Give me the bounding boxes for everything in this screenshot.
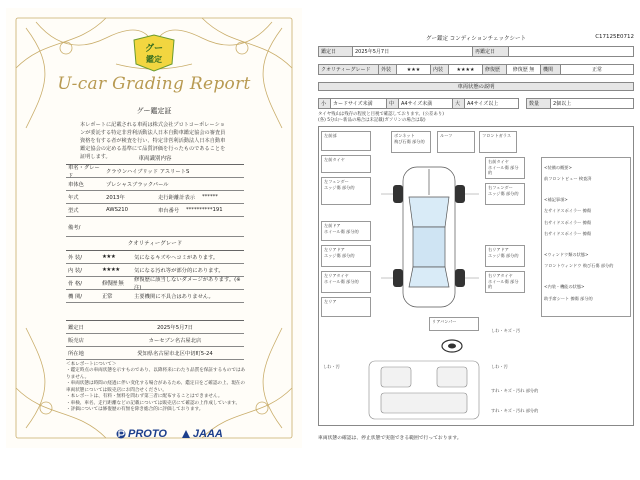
condition-section-title: 車両状態の説明 xyxy=(318,82,634,91)
info-row xyxy=(66,347,244,360)
damage-box-right-rear-door: 右リアドア エッジ傷 部分的 xyxy=(485,245,525,267)
grade-key: 骨 格/ xyxy=(68,281,83,287)
car-top-view xyxy=(375,157,483,317)
engine-value: 正常 xyxy=(561,65,634,75)
row-value: AWS210 xyxy=(106,207,129,213)
redate-label: 再鑑定日 xyxy=(473,47,509,57)
sheet-header xyxy=(318,34,634,44)
quality-label: クオリティーグレード xyxy=(319,65,379,75)
size-large-label: 大 xyxy=(453,99,465,109)
redate-value xyxy=(509,47,634,57)
legend-line xyxy=(544,242,628,246)
repair-value: 修復歴 無 xyxy=(507,65,541,75)
count-value: 2個以上 xyxy=(551,99,634,109)
grade-desc: 修復歴に該当しないダメージがあります。(※注) xyxy=(134,277,241,291)
damage-box-left-front-tire: 左前タイヤ xyxy=(321,155,371,173)
legend-line xyxy=(544,187,628,191)
size-small-desc: カードサイズ未満 xyxy=(331,99,387,109)
proto-mark-icon xyxy=(116,429,126,439)
date-table xyxy=(318,46,634,57)
sheet-id: C17125E0712 xyxy=(595,34,634,40)
damage-box-left-rear: 左リア xyxy=(321,297,371,317)
grade-stars: 修復歴 無 xyxy=(102,281,124,287)
count-label: 数量 xyxy=(527,99,551,109)
interior-label-left: しわ・汚 xyxy=(321,363,355,375)
row-key: 車体色 xyxy=(68,182,84,188)
date-label: 鑑定日 xyxy=(319,47,353,57)
row-value2: ****** xyxy=(202,194,218,200)
grade-desc: 気になるキズやヘコミがあります。 xyxy=(134,255,219,261)
interior-label-right-mid: しわ・汚 xyxy=(489,363,533,375)
jaaa-logo-text: JAAA xyxy=(192,428,223,440)
row-value: 2013年 xyxy=(106,195,125,201)
legend-line: 左サイドスポイラー 擦傷 xyxy=(544,208,592,214)
note-line: ・車検、車名、走行距離などの記載については販売店にて確認の上作成しています。 xyxy=(66,400,241,406)
info-key: 販売店 xyxy=(68,338,84,344)
engine-label: 機関 xyxy=(541,65,561,75)
info-value: 愛知県名古屋市北区中切町5-24 xyxy=(137,351,213,357)
size-medium-label: 中 xyxy=(387,99,399,109)
row-value: プレシャスブラックパール xyxy=(106,182,169,188)
grade-key: 外 装/ xyxy=(68,255,83,261)
damage-box-left-rear-tire: 左リアタイヤ ホイール傷 部分的 xyxy=(321,271,371,293)
grade-stars: ★★★ xyxy=(102,254,116,260)
row-key: 備考/ xyxy=(68,224,81,231)
legend-line: 前フロントビュー 検査済 xyxy=(544,176,592,182)
row-value2: **********191 xyxy=(186,207,223,213)
note-line: ＜本レポートについて＞ xyxy=(66,362,117,367)
vehicle-info-table xyxy=(66,164,244,237)
certificate-notes xyxy=(66,362,246,413)
vehicle-row xyxy=(66,204,244,217)
info-value: 2025年5月7日 xyxy=(156,325,194,331)
damage-box-left-fender: 左フェンダー エッジ傷 部分的 xyxy=(321,177,371,205)
legend-line: <ウィンドウ類の状態> xyxy=(544,252,589,258)
legend-line: 助手席シート 擦傷 部分的 xyxy=(544,295,593,301)
row-key2: 車台番号 xyxy=(158,208,180,214)
exterior-stars: ★★★ xyxy=(397,65,431,75)
vehicle-row xyxy=(66,217,244,237)
vehicle-section-label: 車両識別内容 xyxy=(138,156,172,162)
jaaa-logo xyxy=(181,428,223,440)
proto-logo-text: PROTO xyxy=(128,428,167,440)
interior-label-right-top: しわ・キズ・汚 xyxy=(489,327,533,339)
damage-box-left-front-door: 左前ドア ホイール傷 部分的 xyxy=(321,221,371,241)
damage-box-right-fender: 右フェンダー エッジ傷 部分的 xyxy=(485,183,525,205)
legend-line: <内装・機能の状態> xyxy=(544,284,585,290)
size-legend-table xyxy=(318,98,634,109)
sheet-footer-note: 車両状態の確認は、停止状態で実施できる範囲で行っております。 xyxy=(318,436,462,441)
legend-line: 右サイドスポイラー 擦傷 xyxy=(544,231,592,237)
damage-box-left-rear-door: 左リアドア エッジ傷 部分的 xyxy=(321,245,371,267)
grade-row xyxy=(66,290,244,303)
certificate-heading: グー鑑定証 xyxy=(136,107,172,115)
certificate-title: U-car Grading Report xyxy=(57,74,251,94)
interior-layout-diagram xyxy=(359,357,489,423)
row-key: 年式 xyxy=(68,195,79,201)
interior-label-right-lower: すれ・キズ・汚れ 部分的 xyxy=(489,387,549,399)
info-row xyxy=(66,334,244,347)
quality-grade-label: クオリティーグレード xyxy=(127,241,183,247)
note-line: ・鑑定時点の車両状態を示すものであり、以降将来にわたり品質を保証するものではありません。 xyxy=(66,368,246,380)
legend-line xyxy=(544,275,628,279)
notes-column xyxy=(541,157,631,317)
interior-label: 内装 xyxy=(431,65,449,75)
note-line: ・評価については修復歴の有無を除き総合的に評価しております。 xyxy=(66,406,204,412)
grade-row xyxy=(66,277,244,290)
size-large-desc: A4サイズ以上 xyxy=(465,99,519,109)
info-value: カーセブン名古屋北店 xyxy=(148,338,202,344)
damage-box-right-rear-tire: 右リアタイヤ ホイール傷 部分的 xyxy=(485,271,525,293)
svg-text:グー: グー xyxy=(144,44,164,54)
sheet-title: グー鑑定 コンディションチェックシート xyxy=(425,36,527,42)
row-key2: 走行距離計表示 xyxy=(158,195,196,201)
size-medium-desc: A4サイズ未満 xyxy=(399,99,453,109)
grade-key: 機 関/ xyxy=(68,294,83,300)
damage-box-left-front: 左前部 xyxy=(321,131,371,151)
info-key: 所在地 xyxy=(68,351,84,357)
grade-stars: 正常 xyxy=(102,294,113,300)
svg-text:鑑定: 鑑定 xyxy=(146,55,162,64)
damage-box-roof: ルーフ xyxy=(437,131,475,153)
tire-note xyxy=(318,112,444,123)
grade-summary-table xyxy=(318,64,634,75)
damage-box-bonnet: ボンネット 飛び石傷 部分的 xyxy=(391,131,431,153)
legend-line: フロントウィンドウ 飛び石傷 部分的 xyxy=(544,263,614,269)
info-row xyxy=(66,321,244,334)
date-value: 2025年5月7日 xyxy=(353,47,473,57)
goo-kantei-logo xyxy=(132,34,176,72)
damage-box-windshield: フロントガラス xyxy=(479,131,517,153)
footer-logos xyxy=(116,428,223,440)
note-line: ・本レポートは、有料・無料を問わず第三者に配布することはできません。 xyxy=(66,394,223,400)
row-key: 型式 xyxy=(68,208,79,214)
damage-box-right-front-tire: 右前タイヤ ホイール傷 部分的 xyxy=(485,157,525,179)
jaaa-mark-icon xyxy=(181,429,191,439)
grade-desc: 主要機関に不具合はありません。 xyxy=(134,294,214,300)
tire-note-line: タイヤ残山は残存の程度と目視で確認しております。(公差あり) xyxy=(318,112,444,117)
interior-label-right-bottom: すれ・キズ・汚れ 部分的 xyxy=(489,407,549,419)
exterior-label: 外装 xyxy=(379,65,397,75)
tire-note-line: (各) 5分山～新品の場合は未記載(ガソリンの場合は取) xyxy=(318,117,426,123)
interior-stars: ★★★★ xyxy=(449,65,483,75)
certificate-intro: 本レポートに記載される車両は株式会社プロトコーポレーションが委託する特定非営利活動法人日本自動車鑑定協会の審査員資格を有する者が検査を行い、特定非営利活動法人日本自動車鑑定協会の定める基準にて品質評価を行ったものであることを証明します。 xyxy=(80,122,226,161)
legend-line: <装備の概要> xyxy=(544,164,572,170)
condition-check-sheet xyxy=(318,34,634,446)
size-small-label: 小 xyxy=(319,99,331,109)
vehicle-row xyxy=(66,178,244,191)
grade-desc: 気になる汚れ等が部分的にあります。 xyxy=(134,268,224,274)
repair-label: 修復歴 xyxy=(483,65,507,75)
legend-line: 右サイドスポイラー 擦傷 xyxy=(544,219,592,225)
vehicle-row xyxy=(66,165,244,178)
info-key: 鑑定日 xyxy=(68,325,84,331)
spacer xyxy=(519,99,527,109)
grade-table xyxy=(66,250,244,303)
dealer-info-table xyxy=(66,320,244,360)
grade-key: 内 装/ xyxy=(68,268,83,274)
grade-row xyxy=(66,251,244,264)
grading-certificate xyxy=(6,8,302,448)
note-line: ・車両状態は時間の経過に伴い変化する場合があるため、鑑定日をご確認の上、現在の車両状態については販売店にお問合せください。 xyxy=(66,381,245,393)
steering-wheel-icon xyxy=(441,339,463,353)
row-value: クラウンハイブリッド アスリートS xyxy=(106,169,190,175)
vehicle-row xyxy=(66,191,244,204)
damage-box-rear-bumper: リアバンパー xyxy=(429,317,479,331)
vehicle-diagram-area xyxy=(318,126,634,426)
legend-line: <補記事項> xyxy=(544,197,568,203)
proto-logo xyxy=(116,428,167,440)
grade-stars: ★★★★ xyxy=(102,267,120,273)
row-key: 車名・グレード xyxy=(68,165,100,179)
